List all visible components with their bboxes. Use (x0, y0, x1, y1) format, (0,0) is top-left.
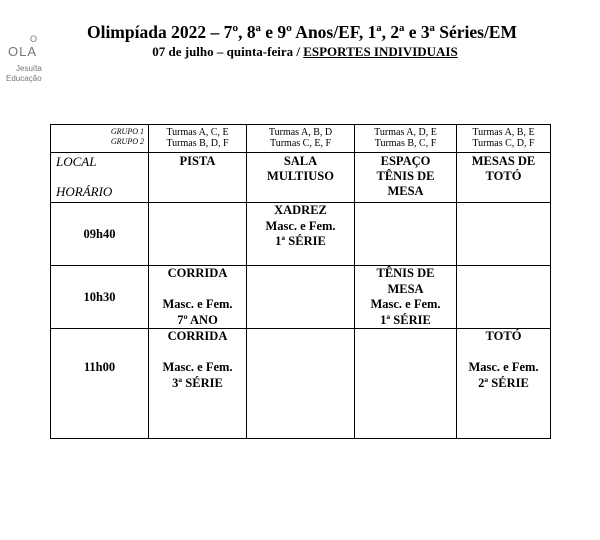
local-horario-header (51, 153, 149, 203)
event-cell (457, 329, 551, 439)
page-subtitle (70, 44, 540, 60)
group-2-turmas: Turmas C, D, F (472, 138, 535, 149)
venue-line: MULTIUSO (267, 169, 334, 183)
logo-text-2: OLA (8, 44, 38, 59)
venue-line: MESA (387, 184, 424, 198)
venue-line: ESPAÇO (380, 154, 431, 168)
subtitle-date: 07 de julho – quinta-feira / (152, 44, 304, 59)
event-cell (247, 329, 355, 439)
event-line: 3ª SÉRIE (172, 375, 223, 390)
table-row (51, 203, 551, 266)
group-2-turmas: Turmas B, D, F (166, 138, 229, 149)
venue-line: TÊNIS DE (376, 169, 435, 183)
venue-cell (149, 153, 247, 203)
venue-line: PISTA (179, 154, 216, 168)
schedule-table (50, 124, 551, 439)
venue-cell (457, 153, 551, 203)
table-row (51, 329, 551, 439)
event-cell (457, 266, 551, 329)
event-cell (355, 329, 457, 439)
event-line: Masc. e Fem. (162, 297, 233, 311)
event-line: 2ª SÉRIE (478, 375, 529, 390)
event-line: 1ª SÉRIE (380, 312, 431, 327)
venue-line: MESAS DE (471, 154, 536, 168)
logo-text-1: O (30, 34, 38, 44)
venue-cell (355, 153, 457, 203)
group-1-turmas: Turmas A, C, E (166, 127, 229, 138)
event-line: 1ª SÉRIE (275, 234, 326, 248)
venue-row (51, 153, 551, 203)
event-spacer (149, 282, 246, 298)
event-cell (457, 203, 551, 266)
time-cell: 09h40 (51, 203, 149, 266)
group-cell (247, 125, 355, 153)
event-cell (149, 266, 247, 329)
group-1-turmas: Turmas A, D, E (374, 127, 437, 138)
group-cell (355, 125, 457, 153)
group-label-cell (51, 125, 149, 153)
group-2-turmas: Turmas B, C, F (374, 138, 437, 149)
local-label: LOCAL (56, 154, 97, 169)
event-line: MESA (387, 281, 424, 296)
event-spacer (457, 345, 550, 361)
event-line: CORRIDA (167, 266, 228, 280)
time-cell: 11h00 (51, 329, 149, 439)
group-cell (149, 125, 247, 153)
logo-text-4: Educação (6, 74, 42, 83)
group-1-label: GRUPO 1 (110, 127, 144, 136)
group-1-turmas: Turmas A, B, E (472, 127, 535, 138)
group-2-turmas: Turmas C, E, F (269, 138, 332, 149)
horario-label: HORÁRIO (56, 184, 113, 199)
event-line: XADREZ (274, 203, 327, 217)
event-cell (247, 203, 355, 266)
event-cell (355, 266, 457, 329)
event-line: Masc. e Fem. (468, 360, 539, 374)
event-spacer (149, 345, 246, 361)
event-line: 7º ANO (177, 312, 218, 327)
venue-cell (247, 153, 355, 203)
event-line: Masc. e Fem. (162, 360, 233, 374)
event-line: TOTÓ (485, 329, 522, 343)
group-cell (457, 125, 551, 153)
event-line: Masc. e Fem. (370, 297, 441, 311)
event-line: TÊNIS DE (376, 266, 435, 280)
event-cell (355, 203, 457, 266)
event-line: Masc. e Fem. (265, 218, 336, 233)
table-row (51, 266, 551, 329)
event-cell (149, 203, 247, 266)
venue-line: SALA (283, 154, 318, 168)
event-line: CORRIDA (167, 329, 228, 343)
group-row (51, 125, 551, 153)
group-2-label: GRUPO 2 (110, 137, 144, 146)
time-cell: 10h30 (51, 266, 149, 329)
logo-text-3: Jesuíta (16, 64, 42, 73)
event-cell (149, 329, 247, 439)
event-cell (247, 266, 355, 329)
group-1-turmas: Turmas A, B, D (268, 127, 333, 138)
subtitle-category: ESPORTES INDIVIDUAIS (303, 44, 458, 59)
venue-line: TOTÓ (485, 169, 522, 183)
page-title: Olimpíada 2022 – 7º, 8ª e 9º Anos/EF, 1ª, 2ª e 3ª Séries/EM (86, 22, 518, 42)
